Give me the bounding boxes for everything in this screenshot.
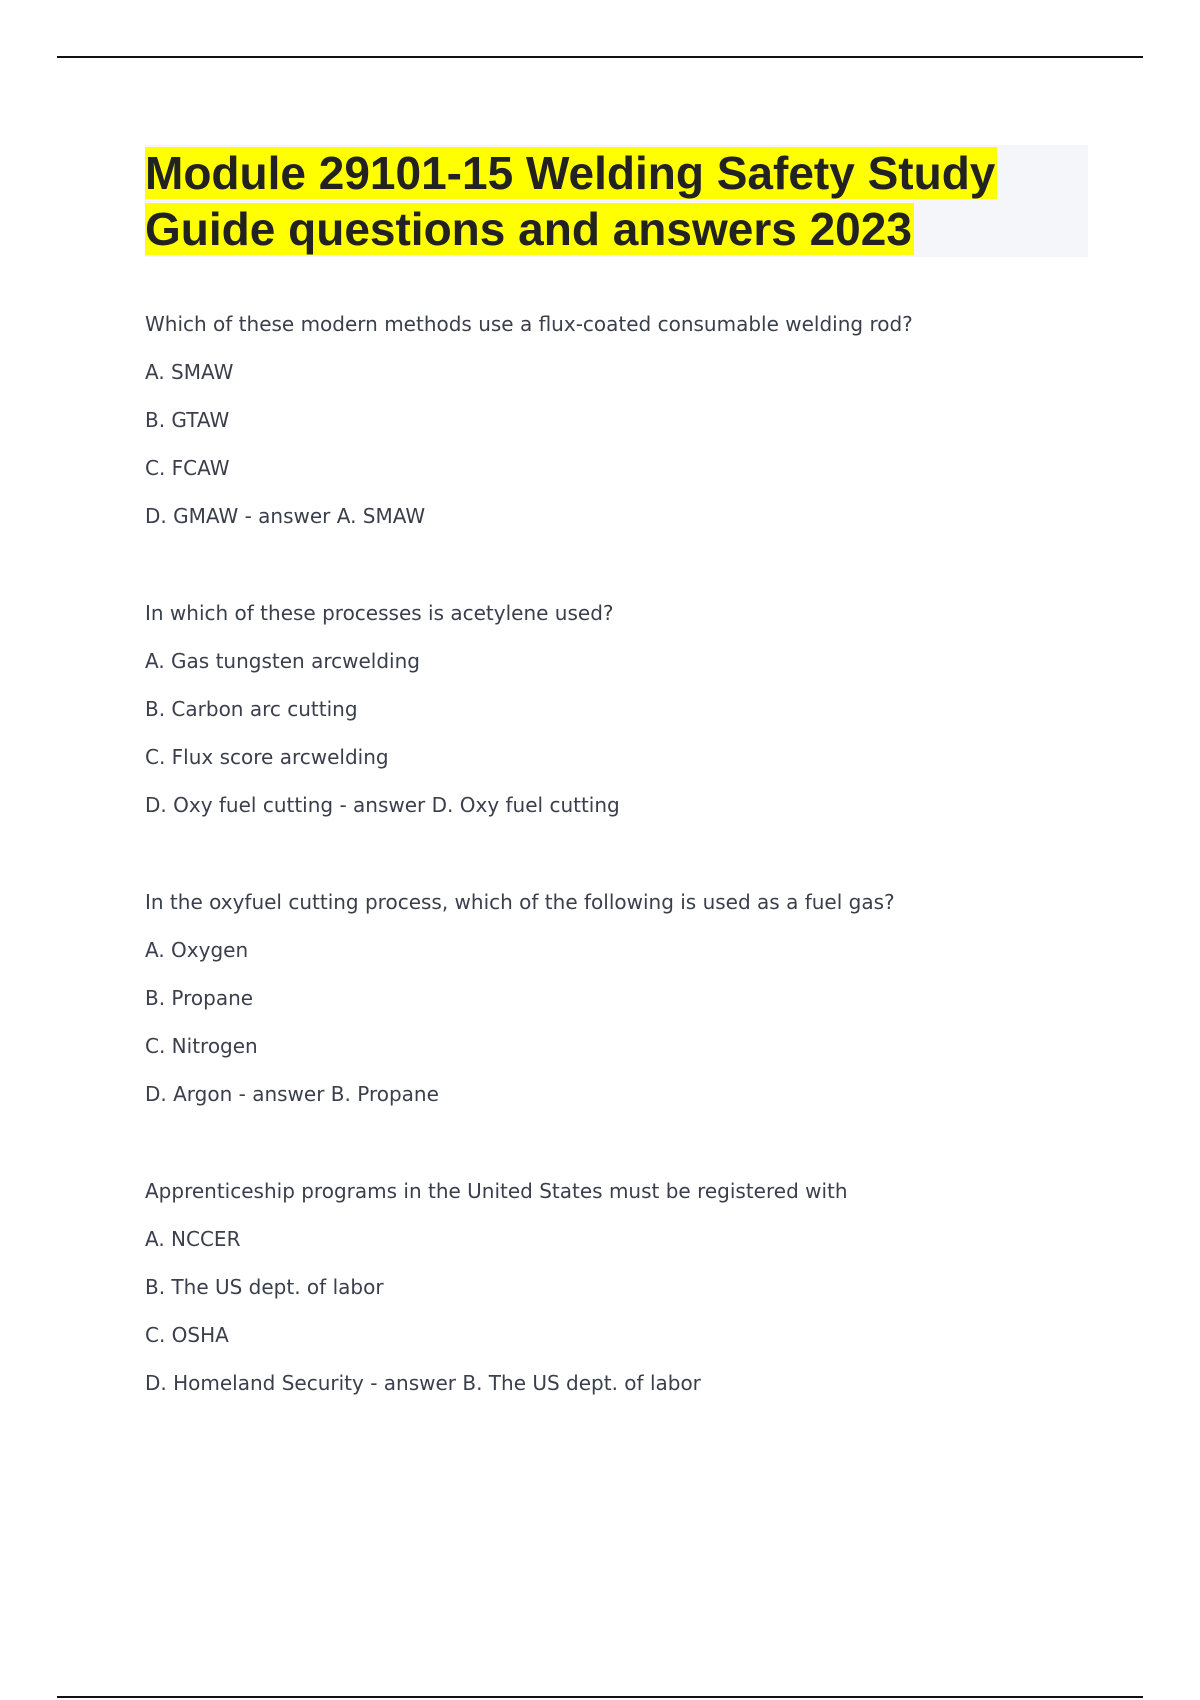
option-c: C. OSHA	[145, 1323, 229, 1347]
option-a: A. Gas tungsten arcwelding	[145, 649, 420, 673]
question-list	[145, 300, 1105, 1456]
option-d-with-answer: D. Argon - answer B. Propane	[145, 1082, 439, 1106]
option-d-with-answer: D. GMAW - answer A. SMAW	[145, 504, 426, 528]
question-4	[145, 1167, 1105, 1456]
option-d-with-answer: D. Oxy fuel cutting - answer D. Oxy fuel cutting	[145, 793, 620, 817]
question-text: In the oxyfuel cutting process, which of the following is used as a fuel gas?	[145, 890, 895, 914]
question-2	[145, 589, 1105, 878]
document-title	[145, 145, 1088, 257]
option-b: B. The US dept. of labor	[145, 1275, 384, 1299]
question-3	[145, 878, 1105, 1167]
top-rule	[57, 56, 1143, 58]
option-d-with-answer: D. Homeland Security - answer B. The US dept. of labor	[145, 1371, 701, 1395]
option-b: B. GTAW	[145, 408, 230, 432]
option-b: B. Propane	[145, 986, 254, 1010]
document-title-highlight: Module 29101-15 Welding Safety Study Guide questions and answers 2023	[145, 147, 996, 255]
bottom-rule	[57, 1696, 1143, 1698]
option-a: A. SMAW	[145, 360, 234, 384]
question-text: In which of these processes is acetylene used?	[145, 601, 614, 625]
option-a: A. Oxygen	[145, 938, 249, 962]
option-c: C. Nitrogen	[145, 1034, 258, 1058]
option-a: A. NCCER	[145, 1227, 241, 1251]
option-c: C. Flux score arcwelding	[145, 745, 389, 769]
question-text: Which of these modern methods use a flux-coated consumable welding rod?	[145, 312, 913, 336]
title-block	[145, 145, 1088, 257]
option-b: B. Carbon arc cutting	[145, 697, 358, 721]
question-1	[145, 300, 1105, 589]
option-c: C. FCAW	[145, 456, 230, 480]
question-text: Apprenticeship programs in the United States must be registered with	[145, 1179, 848, 1203]
